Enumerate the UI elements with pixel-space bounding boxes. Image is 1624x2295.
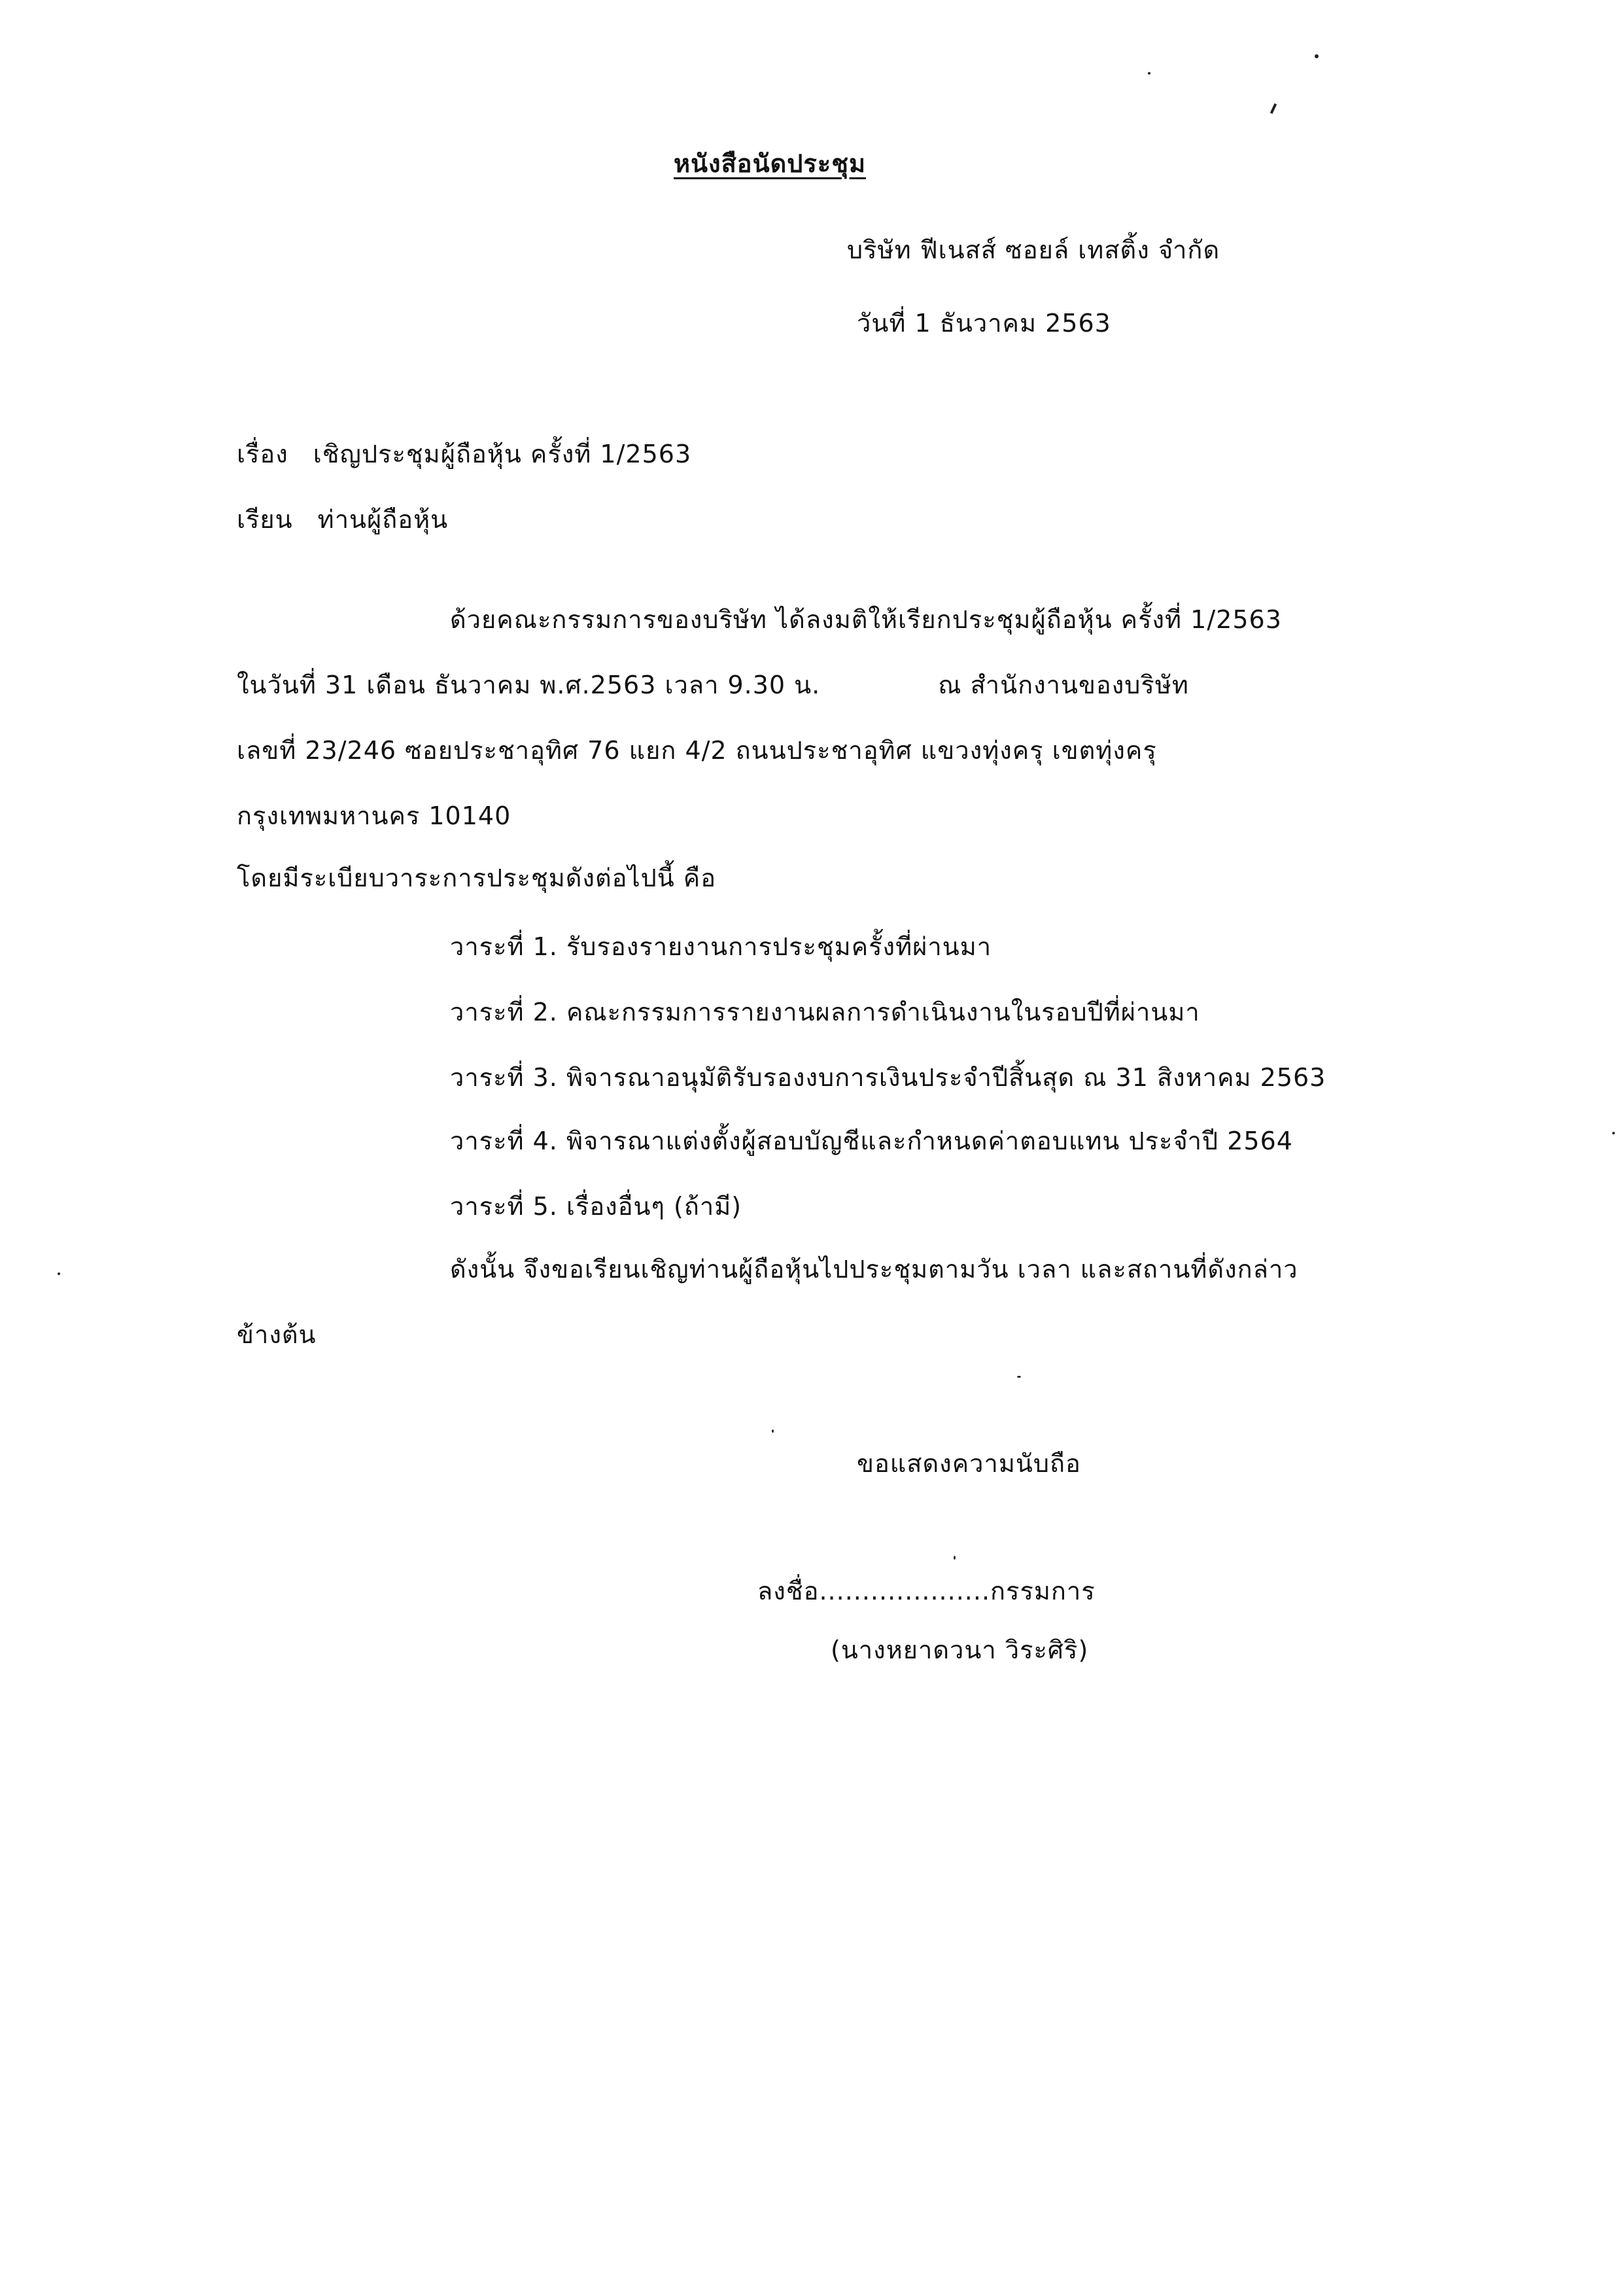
closing-line-2: ข้างต้น xyxy=(237,1320,317,1349)
meeting-datetime: ในวันที่ 31 เดือน ธันวาคม พ.ศ.2563 เวลา 9.30 น. xyxy=(237,671,821,699)
regards: ขอแสดงความนับถือ xyxy=(857,1449,1081,1478)
scan-speck xyxy=(1017,1376,1021,1378)
recipient-text: ท่านผู้ถือหุ้น xyxy=(317,505,449,534)
scan-speck xyxy=(58,1272,60,1275)
recipient-label: เรียน xyxy=(237,505,293,534)
agenda-item: วาระที่ 4. พิจารณาแต่งตั้งผู้สอบบัญชีและกำหนดค่าตอบแทน ประจำปี 2564 xyxy=(450,1127,1293,1155)
document-title: หนังสือนัดประชุม xyxy=(674,149,867,178)
subject-text: เชิญประชุมผู้ถือหุ้น ครั้งที่ 1/2563 xyxy=(313,440,692,468)
signature-line: ลงชื่อ....................กรรมการ xyxy=(757,1577,1096,1605)
subject-row xyxy=(237,440,691,470)
closing-line-1: ดังนั้น จึงขอเรียนเชิญท่านผู้ถือหุ้นไปประชุมตามวัน เวลา และสถานที่ดังกล่าว xyxy=(450,1255,1298,1284)
body-line-3: เลขที่ 23/246 ซอยประชาอุทิศ 76 แยก 4/2 ถนนประชาอุทิศ แขวงทุ่งครุ เขตทุ่งครุ xyxy=(237,736,1157,765)
scan-mark xyxy=(1270,103,1277,114)
signer-name: (นางหยาดวนา วิระศิริ) xyxy=(831,1636,1089,1664)
body-line-1: ด้วยคณะกรรมการของบริษัท ได้ลงมติให้เรียกประชุมผู้ถือหุ้น ครั้งที่ 1/2563 xyxy=(450,605,1282,634)
agenda-item: วาระที่ 5. เรื่องอื่นๆ (ถ้ามี) xyxy=(450,1192,742,1221)
recipient-row xyxy=(237,505,448,535)
document-date: วันที่ 1 ธันวาคม 2563 xyxy=(857,309,1111,338)
subject-label: เรื่อง xyxy=(237,440,288,468)
agenda-intro: โดยมีระเบียบวาระการประชุมดังต่อไปนี้ คือ xyxy=(237,864,717,892)
scan-speck xyxy=(1315,54,1319,58)
agenda-item: วาระที่ 2. คณะกรรมการรายงานผลการดำเนินงานในรอบปีที่ผ่านมา xyxy=(450,998,1200,1026)
company-name: บริษัท ฟีเนสส์ ซอยล์ เทสติ้ง จำกัด xyxy=(847,236,1220,264)
scan-speck xyxy=(772,1429,774,1433)
agenda-item: วาระที่ 3. พิจารณาอนุมัติรับรองงบการเงินประจำปีสิ้นสุด ณ 31 สิงหาคม 2563 xyxy=(450,1063,1326,1092)
scan-speck xyxy=(1612,1132,1615,1134)
meeting-location-intro: ณ สำนักงานของบริษัท xyxy=(938,671,1189,699)
agenda-item: วาระที่ 1. รับรองรายงานการประชุมครั้งที่ผ่านมา xyxy=(450,932,992,961)
scan-speck xyxy=(954,1556,956,1560)
body-line-4: กรุงเทพมหานคร 10140 xyxy=(237,801,511,830)
scan-speck xyxy=(1148,72,1150,75)
body-line-2 xyxy=(237,671,1189,701)
